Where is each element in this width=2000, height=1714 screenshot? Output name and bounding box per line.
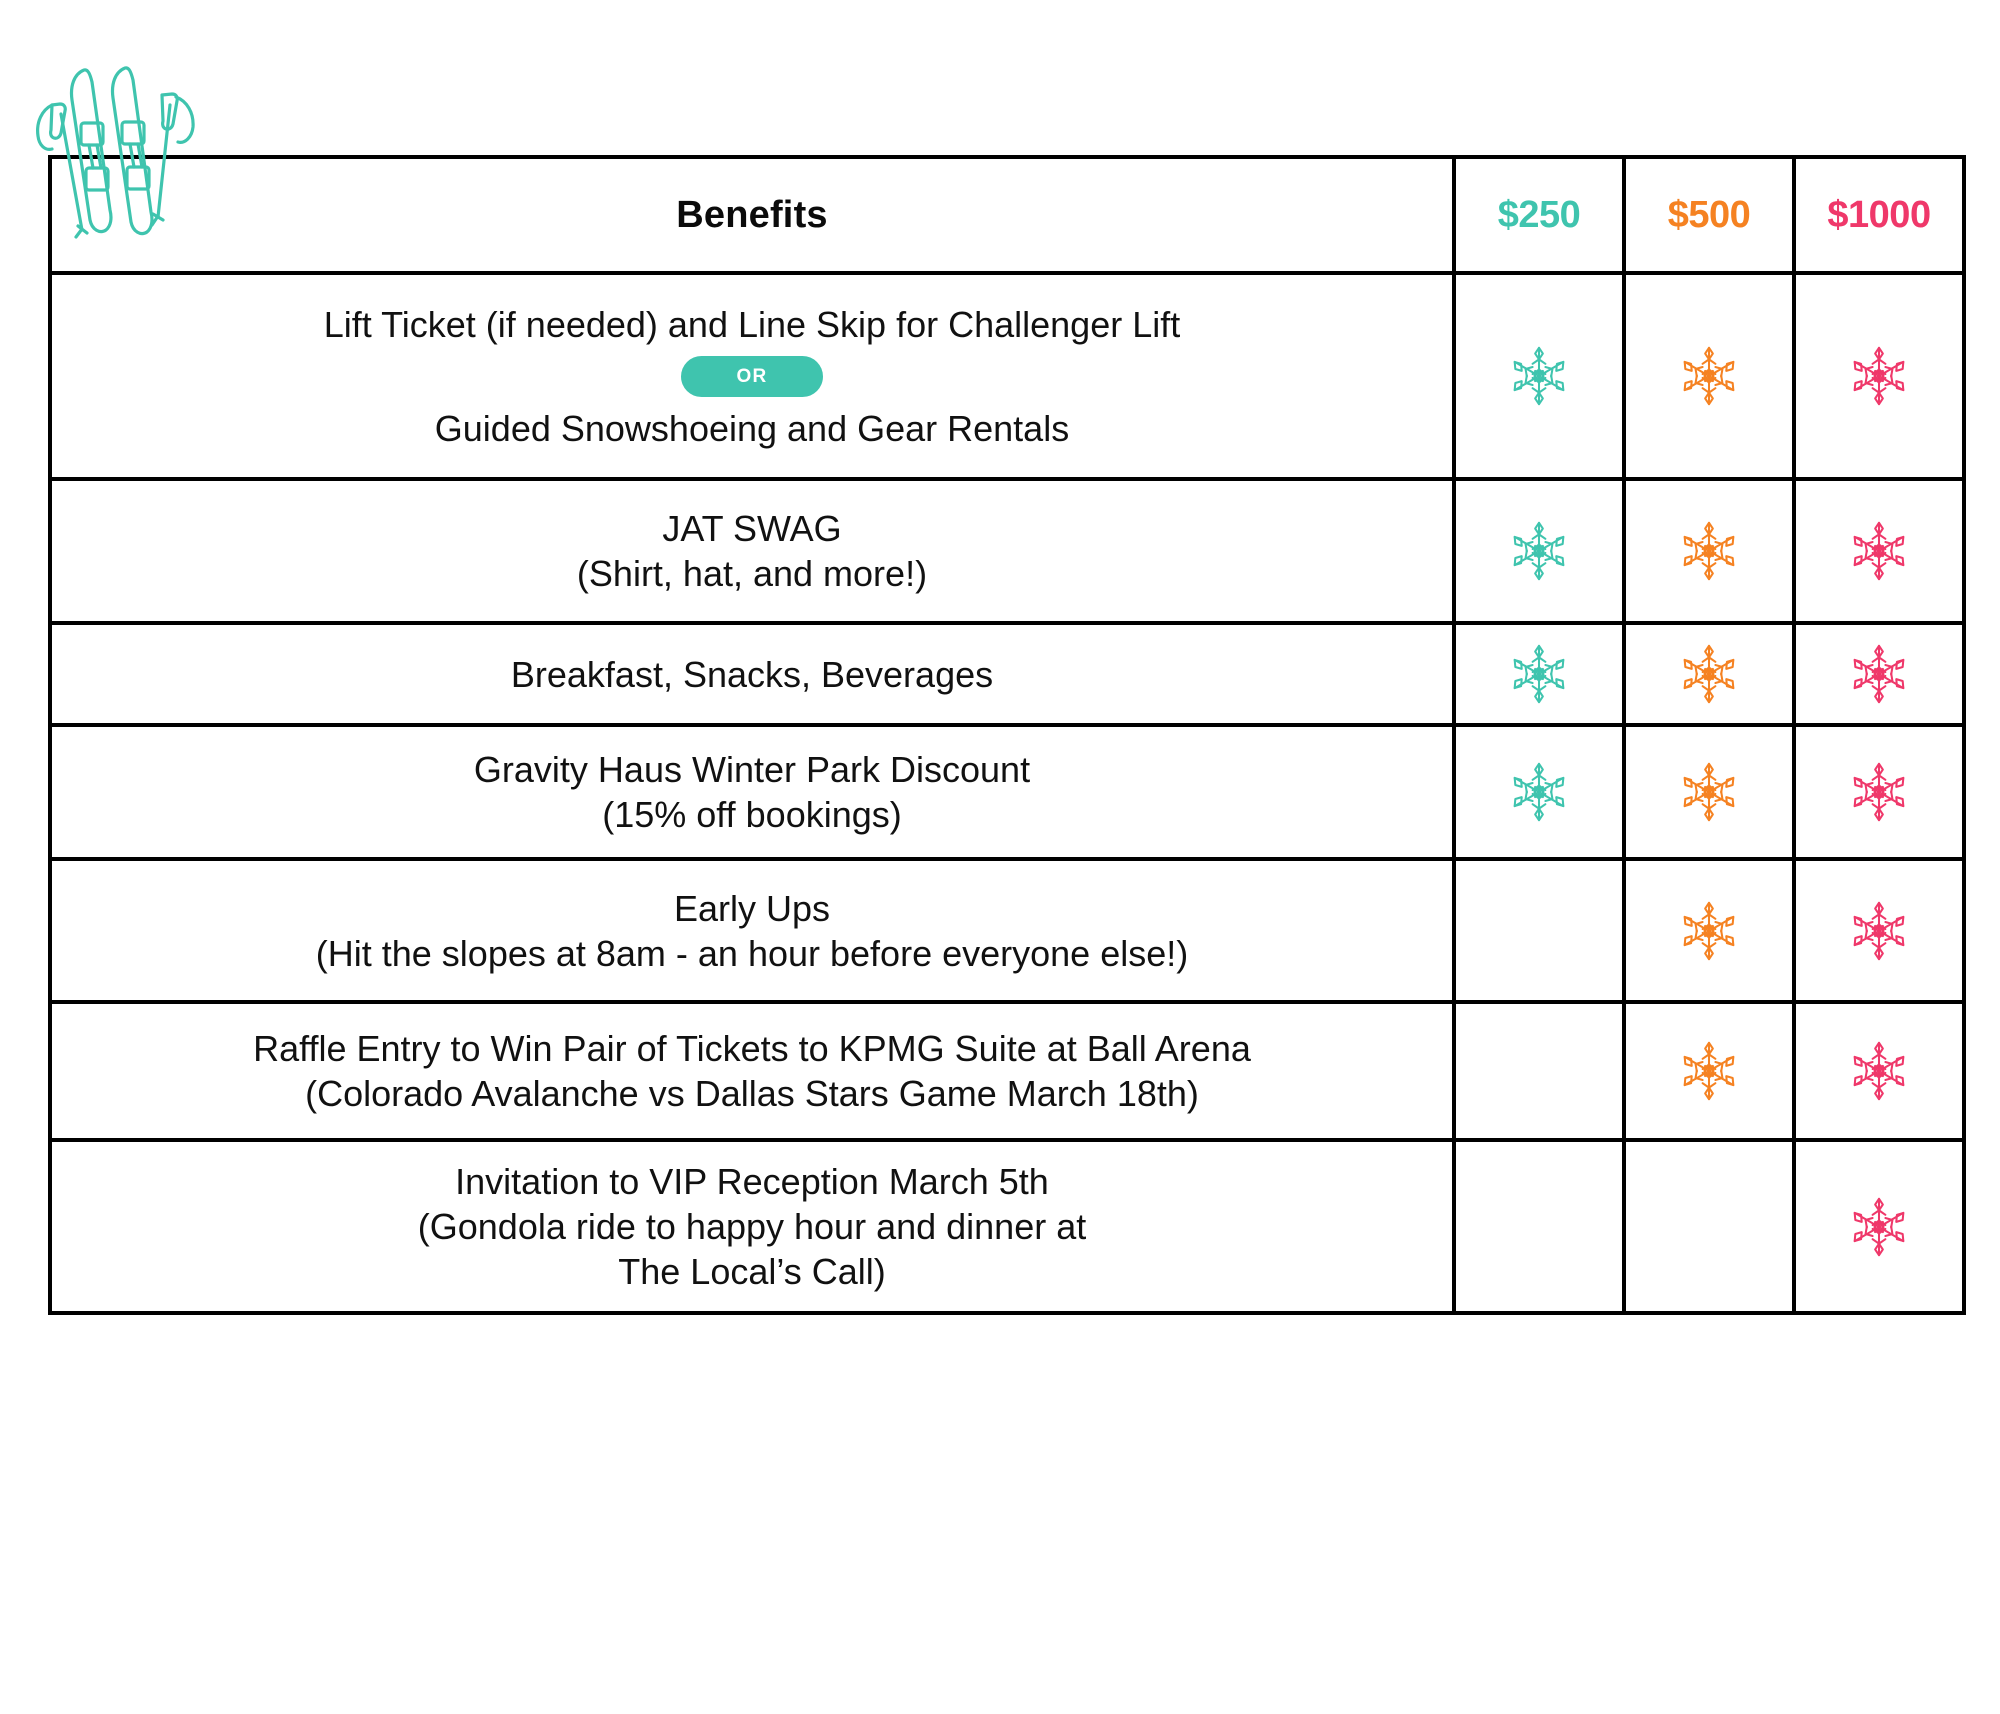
- snowflake-icon: [1677, 760, 1741, 824]
- tier-1000-cell-jat-swag: [1794, 479, 1964, 623]
- benefit-line: Guided Snowshoeing and Gear Rentals: [434, 407, 1070, 449]
- snowflake-icon: [1847, 1039, 1911, 1103]
- snowflake-icon: [1847, 760, 1911, 824]
- or-badge: OR: [681, 356, 824, 397]
- benefit-line: JAT SWAG: [662, 508, 842, 549]
- benefit-line: Lift Ticket (if needed) and Line Skip for Challenger Lift: [323, 303, 1181, 345]
- tier-250-cell-early-ups: [1454, 859, 1624, 1002]
- benefit-description-raffle-entry: [50, 1002, 1454, 1140]
- benefit-line: Raffle Entry to Win Pair of Tickets to KPMG Suite at Ball Arena: [253, 1028, 1251, 1069]
- benefit-description-jat-swag: [50, 479, 1454, 623]
- snowflake-icon: [1507, 760, 1571, 824]
- tier-500-cell-early-ups: [1624, 859, 1794, 1002]
- benefit-line: (Gondola ride to happy hour and dinner at: [417, 1206, 1087, 1247]
- benefit-description-lift-ticket-or-snowshoe: [50, 273, 1454, 479]
- table-row: [50, 1002, 1964, 1140]
- tier-1000-cell-vip-reception: [1794, 1140, 1964, 1313]
- tier-500-cell-jat-swag: [1624, 479, 1794, 623]
- tier-500-cell-vip-reception: [1624, 1140, 1794, 1313]
- table-row: [50, 725, 1964, 859]
- tier-250-cell-breakfast-snacks-beverages: [1454, 623, 1624, 725]
- tier-250-cell-jat-swag: [1454, 479, 1624, 623]
- benefit-line: Early Ups: [673, 887, 831, 929]
- benefit-line: (Colorado Avalanche vs Dallas Stars Game March 18th): [305, 1073, 1199, 1114]
- table-row: [50, 273, 1964, 479]
- tier-500-cell-breakfast-snacks-beverages: [1624, 623, 1794, 725]
- column-header-tier-500: $500: [1624, 157, 1794, 273]
- tier-1000-cell-early-ups: [1794, 859, 1964, 1002]
- column-header-benefits: Benefits: [50, 157, 1454, 273]
- benefit-description-gravity-haus-discount: [50, 725, 1454, 859]
- benefit-description-vip-reception: [50, 1140, 1454, 1313]
- tier-500-cell-raffle-entry: [1624, 1002, 1794, 1140]
- benefit-line: Invitation to VIP Reception March 5th: [455, 1161, 1049, 1202]
- benefit-line: Gravity Haus Winter Park Discount: [473, 749, 1031, 790]
- column-header-tier-1000: $1000: [1794, 157, 1964, 273]
- table-row: [50, 1140, 1964, 1313]
- snowflake-icon: [1677, 1039, 1741, 1103]
- column-header-tier-250: $250: [1454, 157, 1624, 273]
- benefit-line: (Hit the slopes at 8am - an hour before everyone else!): [315, 932, 1189, 974]
- tier-1000-cell-gravity-haus-discount: [1794, 725, 1964, 859]
- tier-500-cell-lift-ticket-or-snowshoe: [1624, 273, 1794, 479]
- tier-1000-cell-raffle-entry: [1794, 1002, 1964, 1140]
- benefits-table: [48, 155, 1966, 1315]
- table-row: [50, 859, 1964, 1002]
- benefit-line: (Shirt, hat, and more!): [576, 553, 928, 594]
- tier-1000-cell-lift-ticket-or-snowshoe: [1794, 273, 1964, 479]
- snowflake-icon: [1677, 344, 1741, 408]
- snowflake-icon: [1847, 899, 1911, 963]
- tier-1000-cell-breakfast-snacks-beverages: [1794, 623, 1964, 725]
- benefit-description-early-ups: [50, 859, 1454, 1002]
- tier-250-cell-gravity-haus-discount: [1454, 725, 1624, 859]
- snowflake-icon: [1847, 344, 1911, 408]
- table-row: [50, 623, 1964, 725]
- benefit-line: The Local’s Call): [618, 1251, 886, 1292]
- snowflake-icon: [1677, 899, 1741, 963]
- table-row: [50, 479, 1964, 623]
- snowflake-icon: [1677, 642, 1741, 706]
- benefit-description-breakfast-snacks-beverages: [50, 623, 1454, 725]
- tier-250-cell-vip-reception: [1454, 1140, 1624, 1313]
- tier-500-cell-gravity-haus-discount: [1624, 725, 1794, 859]
- table-header-row: [50, 157, 1964, 273]
- snowflake-icon: [1507, 642, 1571, 706]
- snowflake-icon: [1847, 519, 1911, 583]
- snowflake-icon: [1677, 519, 1741, 583]
- snowflake-icon: [1847, 1195, 1911, 1259]
- benefit-line: Breakfast, Snacks, Beverages: [510, 653, 994, 695]
- benefit-line: (15% off bookings): [602, 794, 902, 835]
- snowflake-icon: [1507, 519, 1571, 583]
- snowflake-icon: [1507, 344, 1571, 408]
- tier-250-cell-lift-ticket-or-snowshoe: [1454, 273, 1624, 479]
- snowflake-icon: [1847, 642, 1911, 706]
- tier-250-cell-raffle-entry: [1454, 1002, 1624, 1140]
